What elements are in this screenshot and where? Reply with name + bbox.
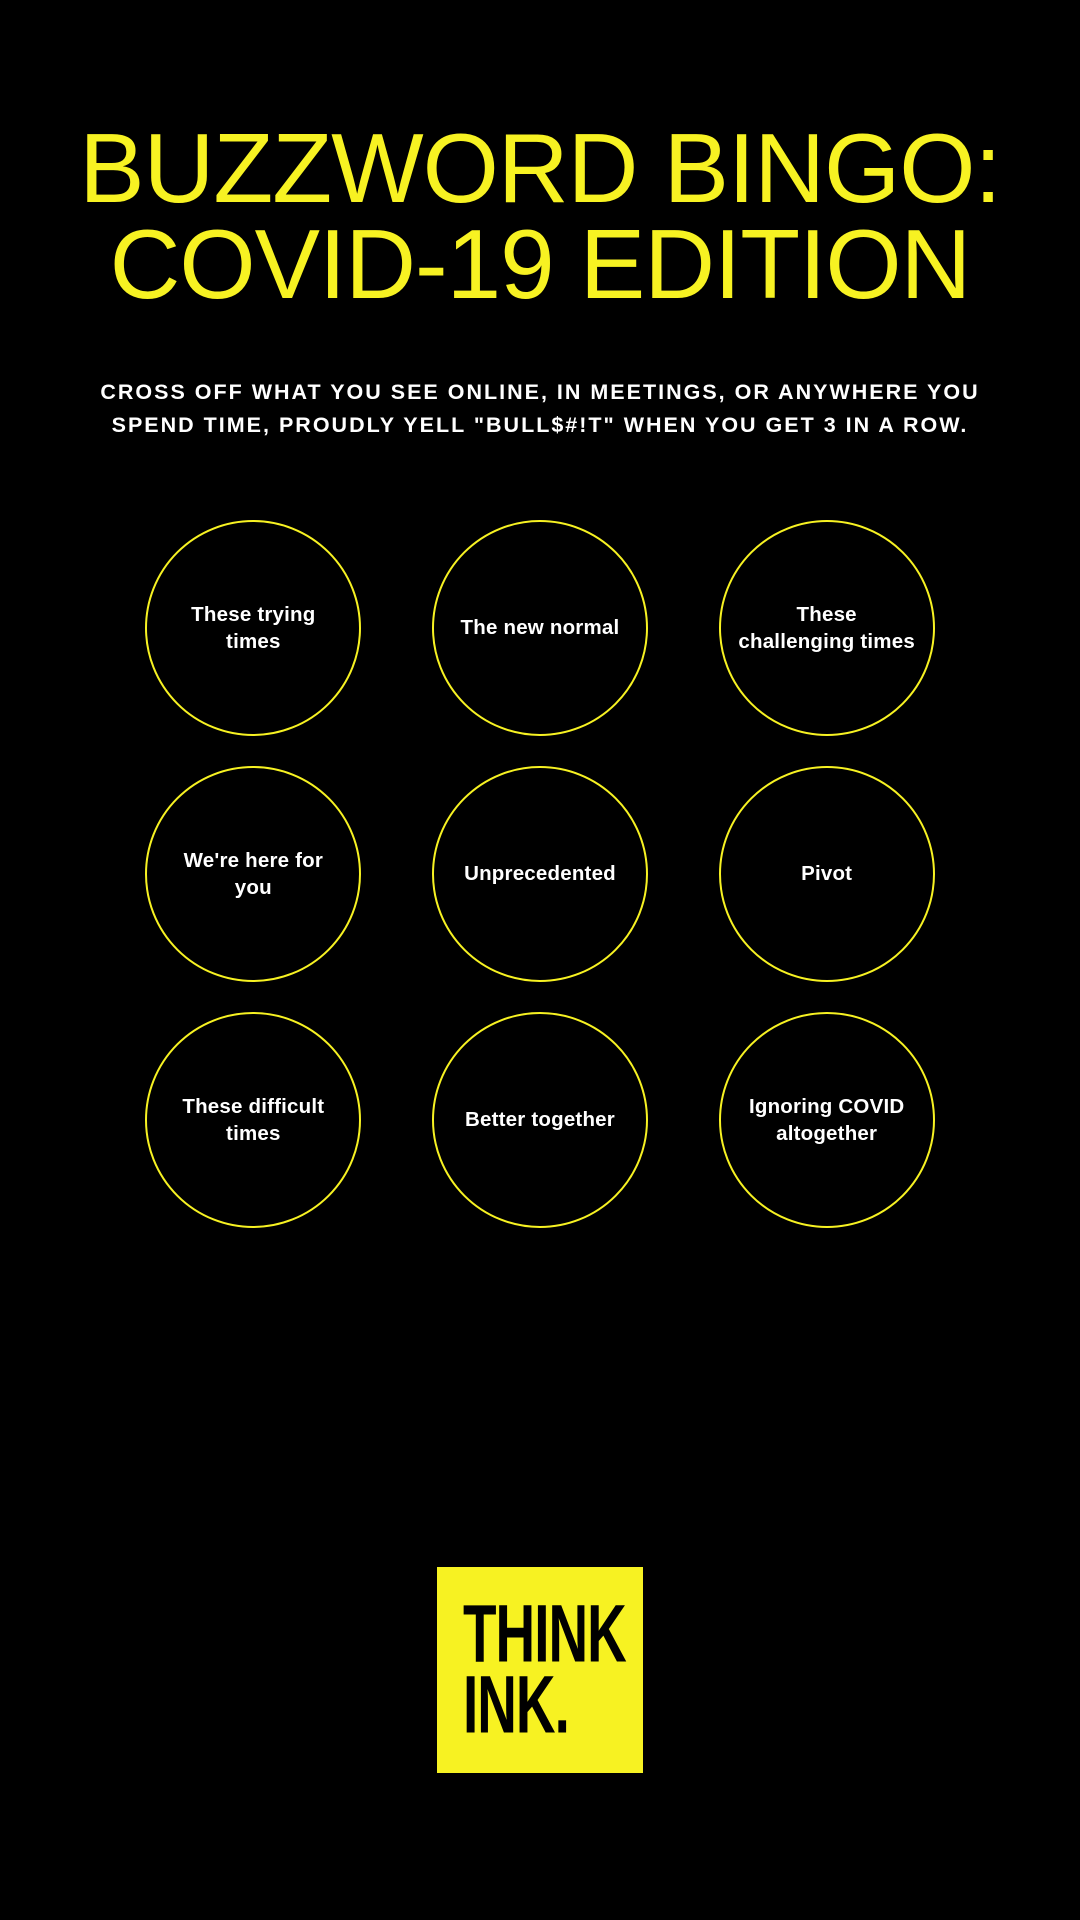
bingo-cell[interactable] (719, 1012, 935, 1228)
bingo-cell-label: Better together (465, 1108, 615, 1132)
bingo-cell-label: Ignoring COVID altogether (748, 1094, 905, 1145)
bingo-cell-label: These difficult times (182, 1094, 325, 1145)
bingo-cell[interactable] (145, 766, 361, 982)
bingo-cell-label: Unprecedented (464, 862, 616, 886)
logo-line-2: INK. (463, 1658, 569, 1750)
bingo-cell[interactable] (719, 520, 935, 736)
bingo-cell-label: Pivot (801, 862, 853, 886)
logo-line-1: THINK (463, 1587, 626, 1680)
bingo-cell-label: These challenging times (738, 602, 915, 653)
bingo-cell-label: The new normal (460, 616, 620, 640)
bingo-cell[interactable] (432, 766, 648, 982)
bingo-cell-label: We're here for you (183, 848, 324, 899)
bingo-cell[interactable] (432, 1012, 648, 1228)
bingo-cell[interactable] (145, 520, 361, 736)
bingo-cell[interactable] (145, 1012, 361, 1228)
title-line-2: COVID-19 EDITION (109, 209, 971, 320)
bingo-cell[interactable] (719, 766, 935, 982)
bingo-cell-label: These trying times (191, 602, 316, 653)
bingo-cell[interactable] (432, 520, 648, 736)
brand-logo (437, 1567, 643, 1773)
poster-subtitle: CROSS OFF WHAT YOU SEE ONLINE, IN MEETINGS, OR ANYWHERE YOU SPEND TIME, PROUDLY YELL "BULL$#!T" WHEN YOU GET 3 IN A ROW. (100, 380, 980, 438)
page-title (35, 113, 1045, 320)
bingo-grid (110, 505, 970, 1243)
title-line-1: BUZZWORD BINGO: (79, 113, 1001, 223)
